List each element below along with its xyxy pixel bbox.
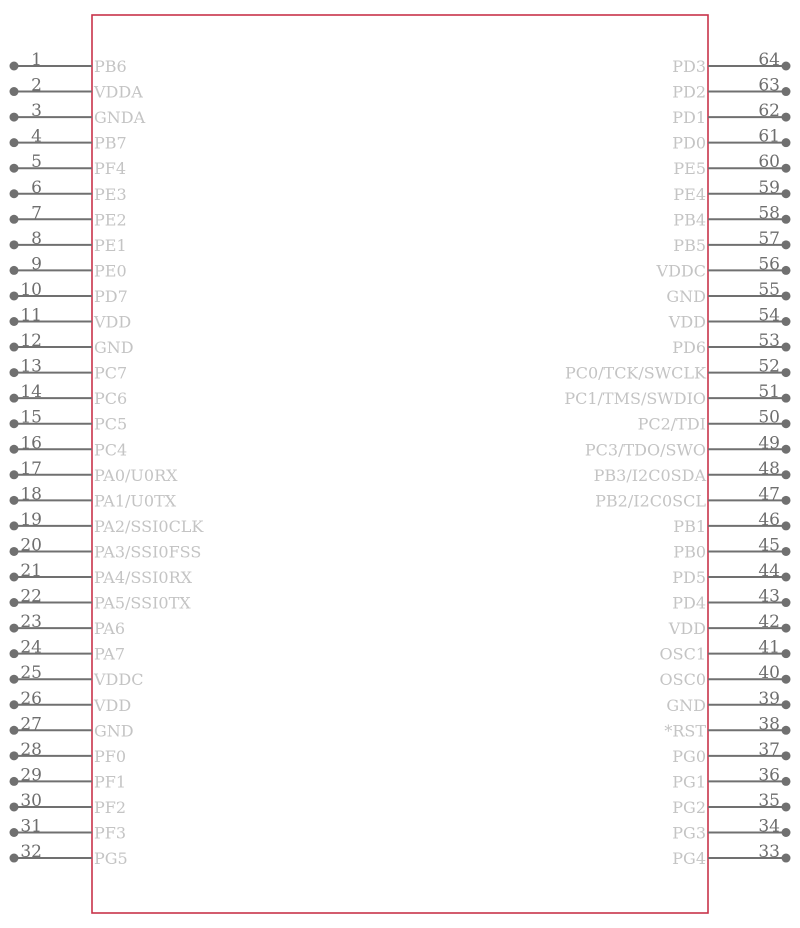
pin-name: PG4 xyxy=(672,849,706,869)
pin-name: PC5 xyxy=(94,414,128,434)
pin-terminal-dot xyxy=(782,419,791,428)
pin-number: 22 xyxy=(20,586,42,607)
pin-name: PA4/SSI0RX xyxy=(94,568,192,587)
pin-number: 51 xyxy=(758,382,780,403)
pin-terminal-dot xyxy=(10,547,19,556)
pin-terminal-dot xyxy=(10,445,19,454)
pin-terminal-dot xyxy=(10,419,19,428)
pin-name: PD1 xyxy=(672,108,706,128)
pin-terminal-dot xyxy=(10,700,19,709)
pin-terminal-dot xyxy=(782,470,791,479)
pin-number: 25 xyxy=(20,663,42,684)
pin-terminal-dot xyxy=(10,521,19,530)
pin-name: PB6 xyxy=(94,57,127,76)
pin-number: 40 xyxy=(758,663,780,684)
pin-name: PC0/TCK/SWCLK xyxy=(564,363,706,383)
pin-terminal-dot xyxy=(10,113,19,122)
pin-number: 9 xyxy=(31,254,42,275)
pin-number: 31 xyxy=(20,816,42,837)
pin-terminal-dot xyxy=(10,649,19,658)
pin-terminal-dot xyxy=(10,343,19,352)
pin-name: PA0/U0RX xyxy=(94,465,178,485)
pin-terminal-dot xyxy=(782,87,791,96)
pin-terminal-dot xyxy=(10,240,19,249)
pin-name: PF2 xyxy=(94,797,127,817)
pin-name: PF3 xyxy=(94,823,127,843)
pin-terminal-dot xyxy=(10,598,19,607)
pin-terminal-dot xyxy=(10,164,19,173)
pin-number: 44 xyxy=(758,561,780,581)
pin-terminal-dot xyxy=(10,854,19,863)
pin-name: PD6 xyxy=(672,338,706,358)
pin-number: 41 xyxy=(758,637,780,658)
pin-number: 16 xyxy=(20,433,42,454)
pin-number: 55 xyxy=(758,279,780,300)
pin-name: PC3/TDO/SWO xyxy=(584,440,706,460)
pin-name: PG0 xyxy=(672,746,706,766)
pin-number: 37 xyxy=(758,739,780,760)
pin-terminal-dot xyxy=(782,726,791,735)
pin-number: 24 xyxy=(20,637,42,658)
pin-terminal-dot xyxy=(10,751,19,760)
pin-name: PA6 xyxy=(94,619,126,639)
pin-name: PD3 xyxy=(672,57,706,76)
pin-number: 28 xyxy=(20,739,42,760)
pin-terminal-dot xyxy=(782,394,791,403)
pin-number: 38 xyxy=(758,714,780,735)
pin-name: PG5 xyxy=(94,849,128,869)
pin-name: PC7 xyxy=(94,363,128,383)
pin-terminal-dot xyxy=(10,189,19,198)
pin-name: PB4 xyxy=(673,210,706,230)
pin-terminal-dot xyxy=(10,777,19,786)
pin-number: 18 xyxy=(20,484,42,505)
pin-terminal-dot xyxy=(10,828,19,837)
pin-number: 52 xyxy=(758,356,780,377)
pin-terminal-dot xyxy=(782,189,791,198)
pin-number: 36 xyxy=(758,765,780,786)
pin-number: 5 xyxy=(31,152,42,173)
pin-name: PB0 xyxy=(673,542,706,562)
pin-name: PA2/SSI0CLK xyxy=(94,516,204,536)
pin-number: 49 xyxy=(758,433,780,454)
pin-terminal-dot xyxy=(10,215,19,224)
pin-number: 23 xyxy=(20,612,42,633)
pin-number: 4 xyxy=(31,126,42,147)
pin-number: 21 xyxy=(20,561,42,581)
pin-name: PD5 xyxy=(672,568,706,587)
pin-number: 46 xyxy=(758,509,780,530)
pin-number: 30 xyxy=(20,790,42,811)
pin-terminal-dot xyxy=(782,496,791,505)
ic-body-outline xyxy=(92,15,708,913)
pin-terminal-dot xyxy=(10,624,19,633)
pin-name: PA5/SSI0TX xyxy=(94,593,191,613)
pin-number: 32 xyxy=(20,842,42,863)
pin-number: 11 xyxy=(20,305,42,326)
pin-terminal-dot xyxy=(782,62,791,71)
pin-name: GND xyxy=(666,286,706,306)
pin-number: 3 xyxy=(31,101,42,122)
pin-name: PE0 xyxy=(94,261,127,281)
pin-terminal-dot xyxy=(782,700,791,709)
pin-terminal-dot xyxy=(10,726,19,735)
pin-number: 2 xyxy=(31,75,42,96)
pin-number: 1 xyxy=(31,50,42,70)
pin-number: 13 xyxy=(20,356,42,377)
pin-terminal-dot xyxy=(10,368,19,377)
pin-terminal-dot xyxy=(782,445,791,454)
pin-number: 15 xyxy=(20,407,42,428)
pin-name: VDD xyxy=(668,312,706,332)
pin-name: GND xyxy=(666,695,706,715)
pin-name: PG3 xyxy=(672,823,706,843)
pin-name: VDDC xyxy=(656,261,706,281)
pin-name: PF1 xyxy=(94,772,127,792)
pin-number: 29 xyxy=(20,765,42,786)
pin-number: 63 xyxy=(758,75,780,96)
pin-number: 45 xyxy=(758,535,780,556)
pin-name: PB2/I2C0SCL xyxy=(595,491,706,511)
pin-terminal-dot xyxy=(782,521,791,530)
pin-number: 10 xyxy=(20,279,42,300)
pin-terminal-dot xyxy=(782,751,791,760)
pin-name: PD7 xyxy=(94,286,128,306)
pin-terminal-dot xyxy=(10,394,19,403)
pin-number: 56 xyxy=(758,254,780,275)
pin-terminal-dot xyxy=(782,675,791,684)
pin-terminal-dot xyxy=(10,291,19,300)
pin-name: PC2/TDI xyxy=(637,414,706,434)
pin-name: GNDA xyxy=(94,108,146,128)
pin-terminal-dot xyxy=(10,266,19,275)
pin-terminal-dot xyxy=(782,854,791,863)
pin-name: VDD xyxy=(94,312,132,332)
pin-name: PF0 xyxy=(94,746,127,766)
pin-name: VDDC xyxy=(94,670,144,690)
pin-terminal-dot xyxy=(10,675,19,684)
pin-name: VDD xyxy=(668,619,706,639)
pin-name: GND xyxy=(94,721,134,741)
pin-name: PG1 xyxy=(672,772,706,792)
pin-number: 20 xyxy=(20,535,42,556)
pin-number: 48 xyxy=(758,458,780,479)
pin-number: 58 xyxy=(758,203,780,224)
pin-name: PD2 xyxy=(672,82,706,102)
pin-number: 50 xyxy=(758,407,780,428)
pin-terminal-dot xyxy=(782,777,791,786)
pin-terminal-dot xyxy=(10,802,19,811)
pin-name: VDDA xyxy=(94,82,143,102)
pin-number: 54 xyxy=(758,305,780,326)
pin-number: 43 xyxy=(758,586,780,607)
pin-name: PF4 xyxy=(94,159,127,179)
pin-number: 39 xyxy=(758,688,780,709)
pin-number: 47 xyxy=(758,484,780,505)
pin-name: PA7 xyxy=(94,644,126,664)
pin-terminal-dot xyxy=(10,496,19,505)
pin-terminal-dot xyxy=(782,598,791,607)
pin-name: PE4 xyxy=(673,184,706,204)
pin-terminal-dot xyxy=(10,138,19,147)
pin-terminal-dot xyxy=(782,113,791,122)
pin-name: PC1/TMS/SWDIO xyxy=(564,389,706,409)
pin-terminal-dot xyxy=(782,624,791,633)
pin-name: PA1/U0TX xyxy=(94,491,177,511)
pin-terminal-dot xyxy=(10,87,19,96)
pin-number: 19 xyxy=(20,509,42,530)
pin-number: 61 xyxy=(758,126,780,147)
pin-name: PG2 xyxy=(672,797,706,817)
pin-number: 27 xyxy=(20,714,42,735)
pin-number: 26 xyxy=(20,688,42,709)
pin-name: PE5 xyxy=(673,159,706,179)
pin-number: 35 xyxy=(758,790,780,811)
pin-name: OSC1 xyxy=(659,644,706,664)
pin-terminal-dot xyxy=(782,547,791,556)
pin-terminal-dot xyxy=(782,343,791,352)
pin-number: 14 xyxy=(20,382,42,403)
pin-terminal-dot xyxy=(782,649,791,658)
pin-terminal-dot xyxy=(10,470,19,479)
pin-name: VDD xyxy=(94,695,132,715)
pin-name: *RST xyxy=(664,721,706,741)
pin-name: GND xyxy=(94,338,134,358)
pin-terminal-dot xyxy=(782,573,791,582)
pin-number: 60 xyxy=(758,152,780,173)
pin-number: 7 xyxy=(31,203,42,224)
pin-number: 8 xyxy=(31,228,42,249)
pin-terminal-dot xyxy=(10,573,19,582)
pin-number: 34 xyxy=(758,816,780,837)
pin-terminal-dot xyxy=(782,138,791,147)
pin-name: PA3/SSI0FSS xyxy=(94,542,202,562)
pin-number: 57 xyxy=(758,228,780,249)
pin-terminal-dot xyxy=(782,266,791,275)
pin-terminal-dot xyxy=(782,317,791,326)
pin-terminal-dot xyxy=(782,368,791,377)
pin-name: PB5 xyxy=(673,235,706,255)
pin-number: 62 xyxy=(758,101,780,122)
pin-number: 33 xyxy=(758,842,780,863)
pin-name: PE2 xyxy=(94,210,127,230)
pin-terminal-dot xyxy=(782,828,791,837)
pin-terminal-dot xyxy=(10,317,19,326)
pin-terminal-dot xyxy=(782,291,791,300)
pin-name: PC6 xyxy=(94,389,128,409)
pin-number: 64 xyxy=(758,50,780,70)
pin-terminal-dot xyxy=(10,62,19,71)
pin-name: PD0 xyxy=(672,133,706,153)
pin-number: 42 xyxy=(758,612,780,633)
pin-number: 12 xyxy=(20,331,42,352)
pin-name: PD4 xyxy=(672,593,706,613)
pin-terminal-dot xyxy=(782,215,791,224)
pin-number: 6 xyxy=(31,177,42,198)
pin-terminal-dot xyxy=(782,240,791,249)
pin-terminal-dot xyxy=(782,802,791,811)
pin-name: OSC0 xyxy=(659,670,706,690)
pin-number: 53 xyxy=(758,331,780,352)
pin-name: PC4 xyxy=(94,440,128,460)
pin-name: PE3 xyxy=(94,184,127,204)
pin-name: PE1 xyxy=(94,235,127,255)
pin-terminal-dot xyxy=(782,164,791,173)
pin-name: PB1 xyxy=(673,516,706,536)
pin-name: PB7 xyxy=(94,133,127,153)
pin-name: PB3/I2C0SDA xyxy=(593,465,706,485)
pin-number: 17 xyxy=(20,458,42,479)
pin-number: 59 xyxy=(758,177,780,198)
